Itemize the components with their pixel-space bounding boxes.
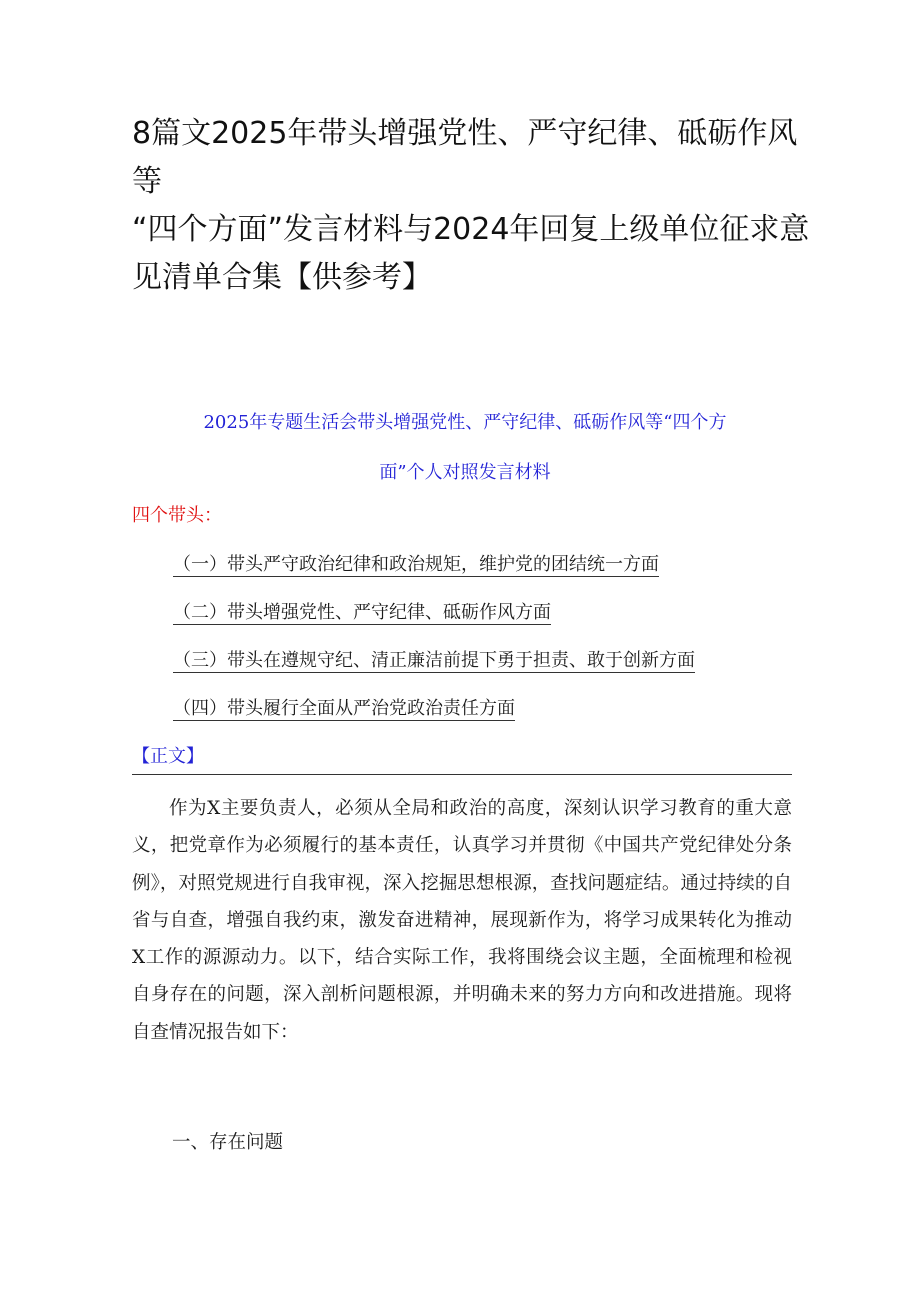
title-line: “四个方面”发言材料与2024年回复上级单位征求意 xyxy=(132,212,810,247)
subtitle-line: 面”个人对照发言材料 xyxy=(379,462,551,483)
four-heads-item xyxy=(173,646,695,694)
four-heads-item xyxy=(173,598,695,646)
four-heads-item-text: （三）带头在遵规守纪、清正廉洁前提下勇于担责、敢于创新方面 xyxy=(173,650,695,671)
body-tag: 【正文】 xyxy=(132,746,204,767)
title-line: 8篇文2025年带头增强党性、严守纪律、砥砺作风等 xyxy=(132,116,798,199)
four-heads-item xyxy=(173,694,695,742)
four-heads-item-text: （四）带头履行全面从严治党政治责任方面 xyxy=(173,698,515,719)
section-heading: 一、存在问题 xyxy=(172,1132,284,1153)
document-title xyxy=(132,110,812,302)
four-heads-list xyxy=(173,550,695,742)
four-heads-label: 四个带头： xyxy=(132,505,222,526)
title-line: 见清单合集【供参考】 xyxy=(132,260,432,295)
four-heads-item-text: （一）带头严守政治纪律和政治规矩，维护党的团结统一方面 xyxy=(173,554,659,575)
subtitle-line: 2025年专题生活会带头增强党性、严守纪律、砥砺作风等“四个方 xyxy=(203,412,727,433)
four-heads-item-text: （二）带头增强党性、严守纪律、砥砺作风方面 xyxy=(173,602,551,623)
four-heads-item xyxy=(173,550,695,598)
divider xyxy=(132,774,792,775)
document-subtitle xyxy=(150,398,780,498)
body-paragraph: 作为X主要负责人，必须从全局和政治的高度，深刻认识学习教育的重大意义，把党章作为必须履行的基本责任，认真学习并贯彻《中国共产党纪律处分条例》，对照党规进行自我审视，深入挖掘思想根源，查找问题症结。通过持续的自省与自查，增强自我约束，激发奋进精神，展现新作为，将学习成果转化为推动X工作的源源动力。以下，结合实际工作，我将围绕会议主题，全面梳理和检视自身存在的问题，深入剖析问题根源，并明确未来的努力方向和改进措施。现将自查情况报告如下： xyxy=(132,798,792,1043)
